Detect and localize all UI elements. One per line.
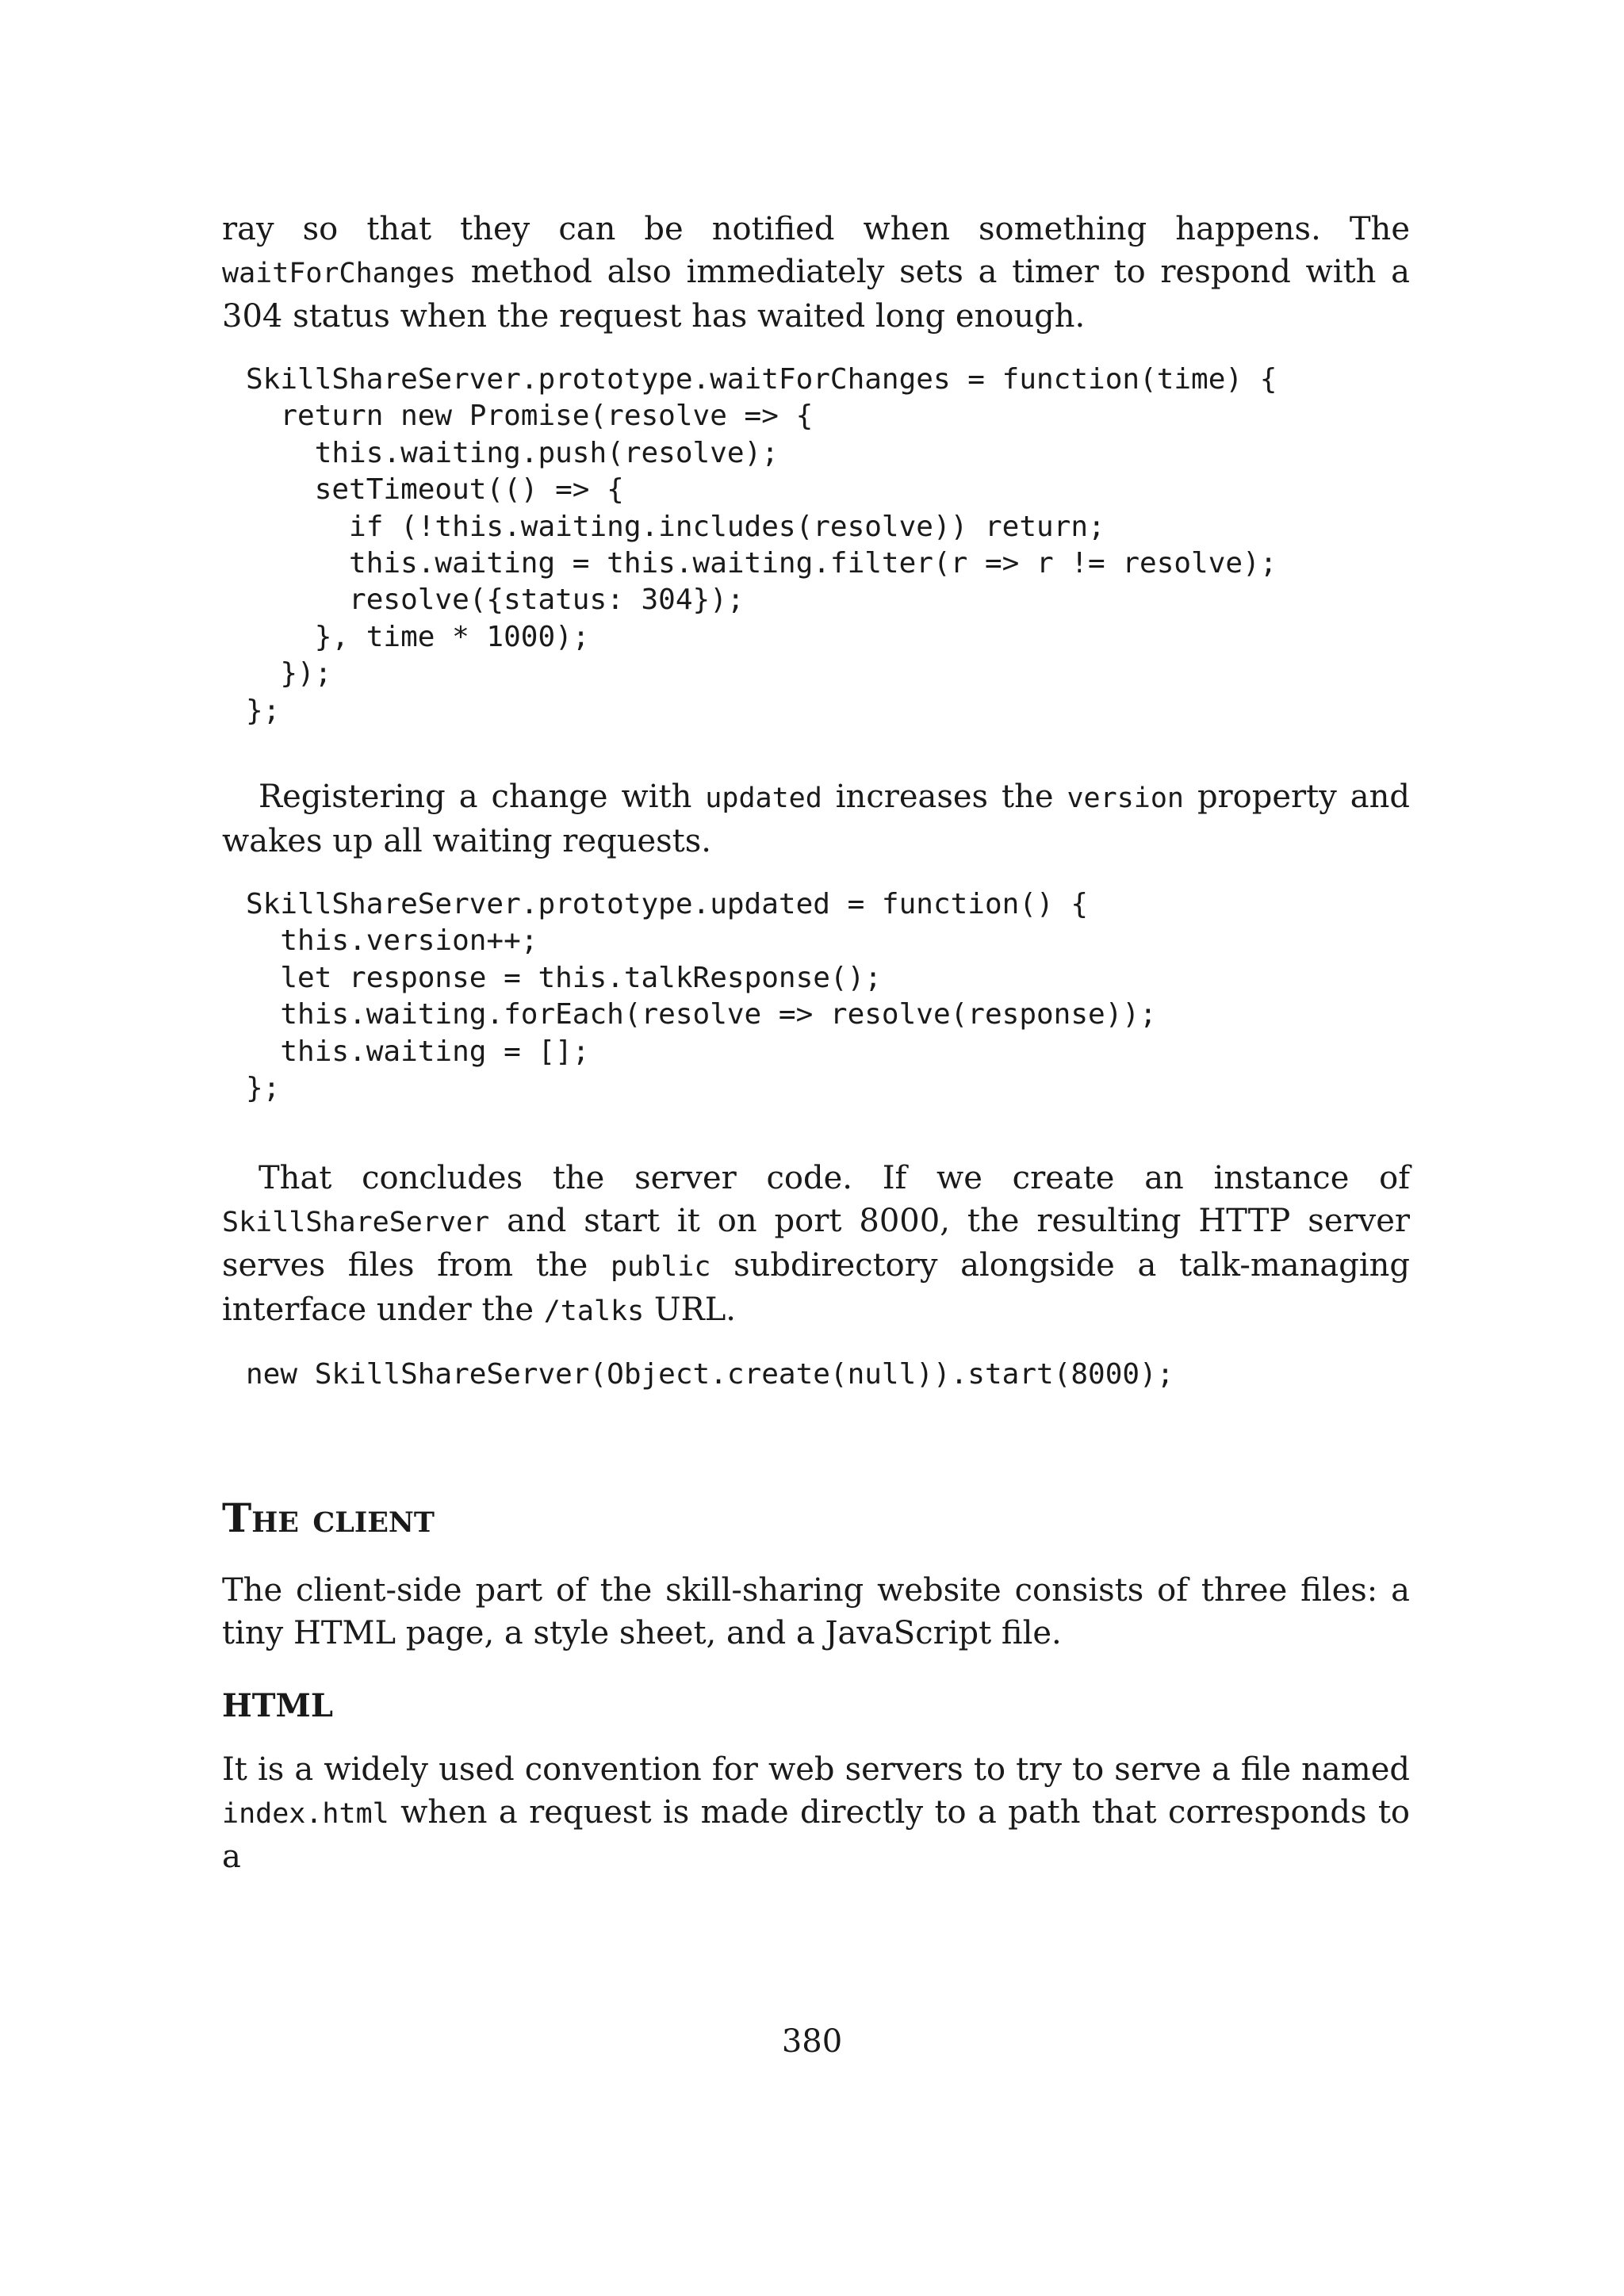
paragraph-updated: Registering a change with updated increases the version property and wakes up all waiting requests.: [222, 779, 1410, 860]
inline-code-skillshareserver: SkillShareServer: [222, 1206, 490, 1238]
paragraph-wait-for-changes: ray so that they can be notified when something happens. The waitForChanges method also immediately sets a timer to respond with a 304 status when the request has waited long enough.: [222, 211, 1410, 335]
paragraph-server-conclusion: That concludes the server code. If we create an instance of SkillShareServer and start it on port 8000, the resulting HTTP server serves files from the public subdirectory alongside a talk-managing interface under the /talks URL.: [222, 1159, 1410, 1328]
paragraph-index-html: It is a widely used convention for web servers to try to serve a file named index.html when a request is made directly to a path that corresponds to a: [222, 1751, 1410, 1875]
paragraph-client-files: The client-side part of the skill-sharing website consists of three files: a tiny HTML page, a style sheet, and a JavaScript file.: [222, 1571, 1410, 1651]
page-number: 380: [781, 2023, 843, 2060]
code-block-start-server: new SkillShareServer(Object.create(null)).start(8000);: [246, 1357, 1174, 1391]
subsection-heading-html: HTML: [222, 1686, 333, 1724]
code-block-waitforchanges: SkillShareServer.prototype.waitForChanges = function(time) { return new Promise(resolve => { this.waiting.push(resolve); setTimeout(() => { if (!this.waiting.includes(resolve)) return; this.waiting = this.waiting.filter(r => r != resolve); resolve({status: 304}); }, time * 1000); }); };: [246, 363, 1277, 727]
inline-code-talks: /talks: [543, 1295, 645, 1327]
inline-code-waitforchanges: waitForChanges: [222, 258, 457, 289]
section-heading-the-client: The client: [222, 1494, 435, 1541]
inline-code-index-html: index.html: [222, 1797, 389, 1830]
page-content: [222, 208, 1410, 1878]
inline-code-updated: updated: [705, 783, 822, 815]
inline-code-public: public: [610, 1250, 711, 1283]
code-block-updated: SkillShareServer.prototype.updated = function() { this.version++; let response = this.talkResponse(); this.waiting.forEach(resolve => resolve(response)); this.waiting = []; };: [246, 888, 1157, 1105]
inline-code-version: version: [1067, 783, 1184, 815]
